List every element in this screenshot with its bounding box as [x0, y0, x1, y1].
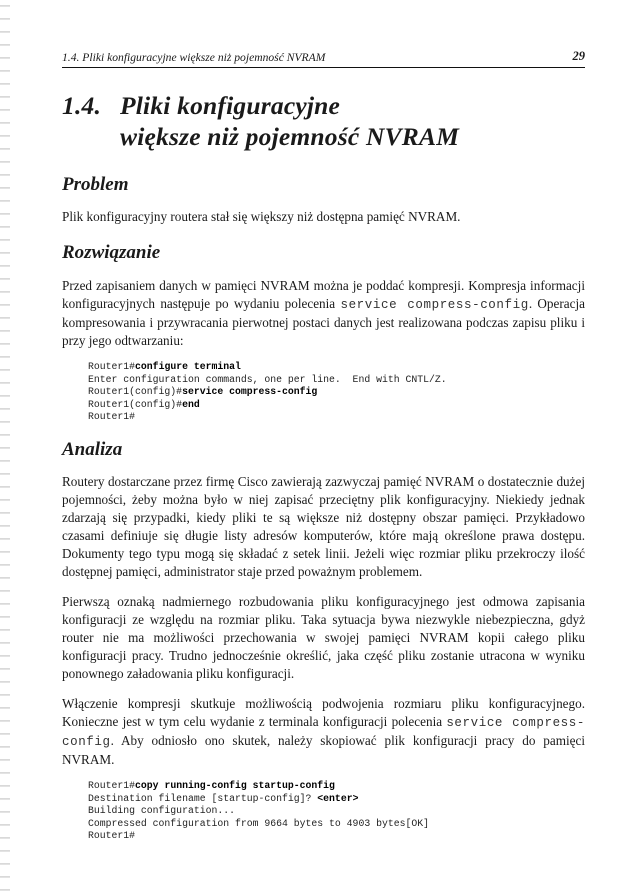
problem-text: Plik konfiguracyjny routera stał się większy niż dostępna pamięć NVRAM. — [62, 209, 461, 224]
running-header — [62, 46, 585, 68]
page-number: 29 — [572, 49, 585, 63]
solution-text-after: . Operacja kompresowania i przywracania pierwotnej postaci danych jest realizowana podczas zapisu pliku i przy jego odtwarzaniu: — [62, 296, 585, 348]
running-title: 1.4. Pliki konfiguracyjne większe niż pojemność NVRAM — [62, 51, 326, 64]
code-line: Router1(config)#service compress-config — [88, 386, 318, 398]
analysis-command: service compress-config — [62, 715, 585, 749]
analysis-heading: Analiza — [62, 438, 123, 460]
code-block-config — [62, 361, 585, 424]
scan-edge — [0, 0, 10, 893]
code-line: Router1# — [88, 411, 136, 423]
analysis-paragraph-2: Pierwszą oznaką nadmiernego rozbudowania pliku konfiguracyjnego jest odmowa zapisania konfiguracji ze względu na rozmiar pliku. Taka sytuacja bywa niezwykle niebezpieczna, gdyż router nie ma możliwości przechowania w swojej pamięci NVRAM kopii całego pliku konfiguracji pracy. Trudno jednocześnie określić, jaka część pliku zostanie utracona w wyniku ponownego załadowania pliku konfiguracji. — [62, 593, 585, 681]
analysis-paragraph-3 — [62, 695, 585, 769]
analysis-p3-after: . Aby odniosło ono skutek, należy skopiować plik konfiguracji pracy do pamięci NVRAM. — [62, 732, 585, 767]
solution-command: service compress-config — [340, 298, 529, 312]
code-line: Compressed configuration from 9664 bytes to 4903 bytes[OK] — [88, 817, 429, 829]
code-line: Enter configuration commands, one per line. End with CNTL/Z. — [88, 373, 447, 385]
problem-heading: Problem — [62, 174, 129, 195]
code-line: Router1# — [88, 830, 136, 842]
code-line: Router1#configure terminal — [88, 361, 241, 372]
code-block-copy — [62, 780, 585, 843]
analysis-paragraph-1: Routery dostarczane przez firmę Cisco zawierają zazwyczaj pamięć NVRAM o dostatecznie dużej pojemności, żeby można było w niej zapisać przeciętny plik konfiguracyjny. Niekiedy jednak zdarzają się przypadki, kiedy pliki te są większe niż dostępny obszar pamięci. Przykładowo czasami definiuje się długie listy adresów komputerów, które mają określone prawa dostępu. Dokumenty tego typu mogą się składać z setek linii. Jeżeli więc rozmiar pliku przekroczy ilość dostępnej pamięci, administrator staje przed poważnym problemem. — [62, 473, 585, 579]
section-title-line1: Pliki konfiguracyjne — [120, 91, 341, 120]
code-line: Building configuration... — [88, 805, 235, 817]
section-number: 1.4. — [62, 91, 102, 120]
section-title-line2: większe niż pojemność NVRAM — [120, 122, 460, 151]
code-line: Router1#copy running-config startup-config — [88, 779, 335, 791]
analysis-p3-before: Włączenie kompresji skutkuje możliwością podwojenia rozmiaru pliku konfiguracyjnego. Konieczne jest w tym celu wydanie z terminala konfiguracji polecenia — [62, 695, 585, 729]
section-title — [62, 90, 585, 152]
code-line: Router1(config)#end — [88, 398, 200, 410]
solution-text-before: Przed zapisaniem danych w pamięci NVRAM można je poddać kompresji. Kompresja informacji konfiguracyjnych następuje po wydaniu polecenia — [62, 278, 585, 311]
solution-heading: Rozwiązanie — [62, 242, 161, 263]
solution-text — [62, 277, 585, 350]
book-page — [62, 46, 585, 843]
code-line: Destination filename [startup-config]? <enter> — [88, 792, 359, 804]
